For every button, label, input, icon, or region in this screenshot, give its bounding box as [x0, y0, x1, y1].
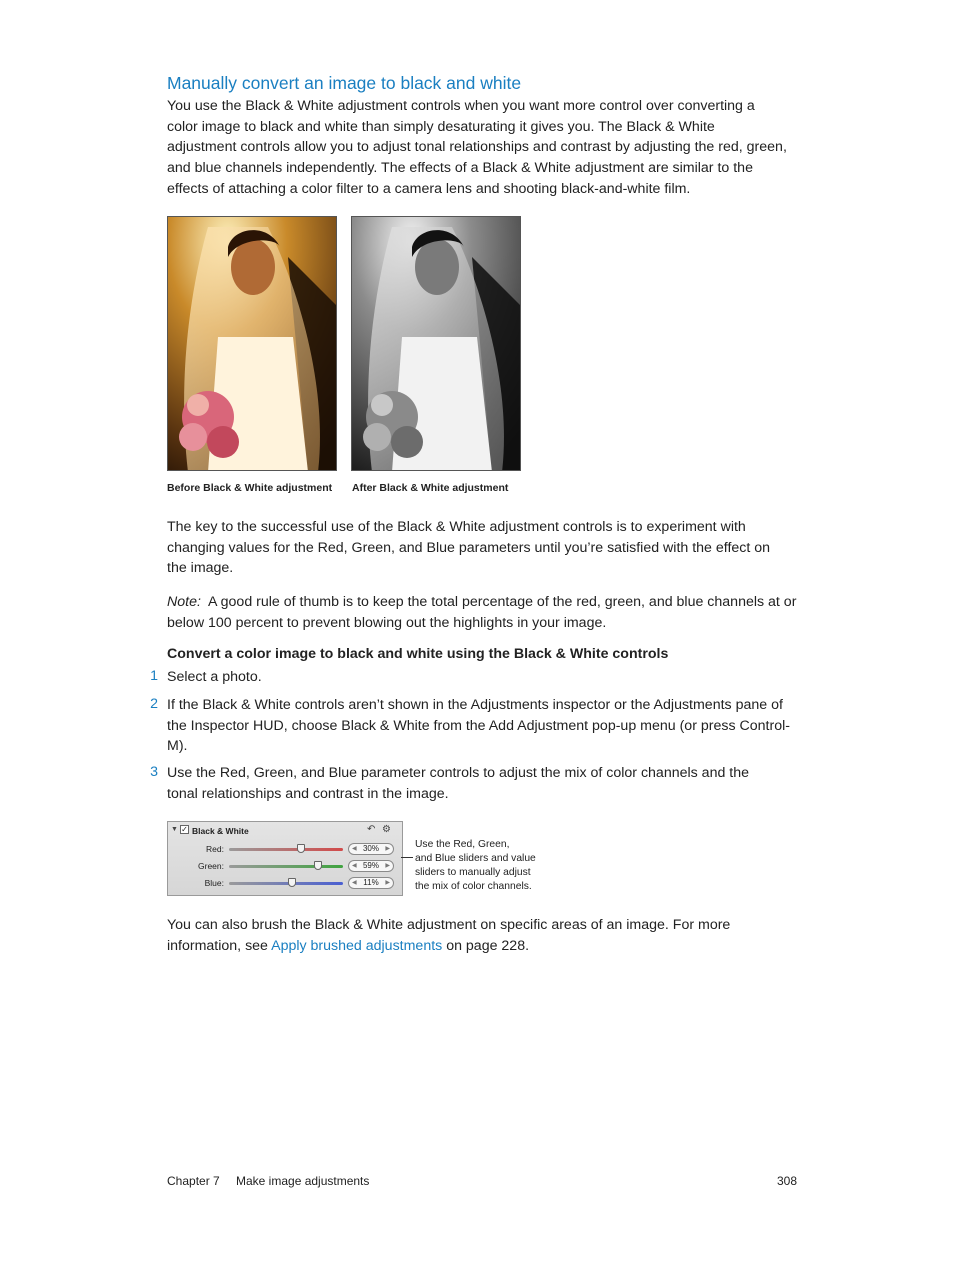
blue-label: Blue:: [204, 878, 224, 888]
red-slider-thumb[interactable]: [297, 844, 305, 853]
step-text: If the Black & White controls aren’t shown in the Adjustments inspector or the Adjustments pane of the Inspector HUD, choose Black & White from the Add Adjustment pop-up menu (or press Control-M).: [167, 697, 790, 755]
callout-line-1: Use the Red, Green,: [415, 839, 510, 850]
step-text: Use the Red, Green, and Blue parameter controls to adjust the mix of color channels and the tonal relationships and contrast in the image.: [167, 765, 750, 802]
before-photo-image: [168, 217, 337, 471]
note-label: Note:: [167, 594, 201, 610]
step-number: 1: [150, 668, 158, 684]
red-slider[interactable]: [229, 848, 343, 851]
apply-brushed-adjustments-link[interactable]: Apply brushed adjustments: [271, 937, 443, 954]
section-title: Manually convert an image to black and white: [167, 73, 522, 93]
red-value-slider[interactable]: ◀ 30% ▶: [348, 843, 394, 855]
blue-value-slider[interactable]: ◀ 11% ▶: [348, 877, 394, 889]
step-text: Select a photo.: [167, 669, 262, 685]
after-caption: After Black & White adjustment: [352, 482, 509, 494]
callout-line: [401, 857, 413, 858]
note-text: A good rule of thumb is to keep the total percentage of the red, green, and blue channels at or below 100 percent to prevent blowing out the highlights in your image.: [167, 594, 797, 631]
green-slider-thumb[interactable]: [314, 861, 322, 870]
blue-value: 11%: [363, 878, 379, 887]
green-slider[interactable]: [229, 865, 343, 868]
reset-icon[interactable]: ↶: [367, 824, 376, 835]
black-white-panel: [167, 821, 403, 896]
panel-callout: [415, 838, 536, 894]
green-value-slider[interactable]: ◀ 59% ▶: [348, 860, 394, 872]
red-label: Red:: [206, 844, 224, 854]
gear-icon[interactable]: ⚙: [382, 824, 391, 835]
red-value: 30%: [362, 844, 379, 853]
blue-row: [168, 876, 402, 890]
closing-paragraph: [167, 915, 767, 956]
callout-line-2: and Blue sliders and value: [415, 853, 536, 864]
after-photo-image: [352, 217, 521, 471]
callout-line-3: sliders to manually adjust: [415, 867, 531, 878]
step-number: 3: [150, 764, 158, 780]
before-caption: Before Black & White adjustment: [167, 482, 333, 494]
note-paragraph: [167, 592, 797, 633]
intro-paragraph: You use the Black & White adjustment controls when you want more control over converting a color image to black and white than simply desaturating it gives you. The Black & White adjustment controls allow you to adjust tonal relationships and contrast by adjusting the red, green, and blue channels independently. The effects of a Black & White adjustment are similar to the effects of attaching a color filter to a camera lens and shooting black-and-white film.: [167, 98, 787, 197]
footer-chapter-link[interactable]: Make image adjustments: [236, 1174, 370, 1188]
after-photo: [351, 216, 521, 471]
key-paragraph: The key to the successful use of the Black & White adjustment controls is to experiment with changing values for the Red, Green, and Blue parameters until you’re satisfied with the effect on the image.: [167, 519, 771, 577]
before-photo: [167, 216, 337, 471]
disclosure-triangle-icon[interactable]: ▼: [171, 826, 178, 833]
enable-checkbox[interactable]: ✓: [181, 825, 188, 834]
callout-line-4: the mix of color channels.: [415, 881, 532, 892]
red-row: [168, 842, 402, 856]
closing-text: You can also brush the Black & White adjustment on specific areas of an image. For more information, see: [167, 917, 731, 954]
closing-text-after: on page 228.: [442, 937, 530, 954]
blue-slider[interactable]: [229, 882, 343, 885]
blue-slider-thumb[interactable]: [288, 878, 296, 887]
panel-title: Black & White: [192, 826, 249, 836]
green-value: 59%: [362, 861, 379, 870]
footer-chapter: Chapter 7: [167, 1174, 220, 1188]
green-label: Green:: [198, 861, 224, 871]
task-heading: Convert a color image to black and white using the Black & White controls: [167, 646, 669, 662]
page-number: 308: [777, 1174, 798, 1188]
step-number: 2: [150, 696, 158, 712]
green-row: [168, 859, 402, 873]
